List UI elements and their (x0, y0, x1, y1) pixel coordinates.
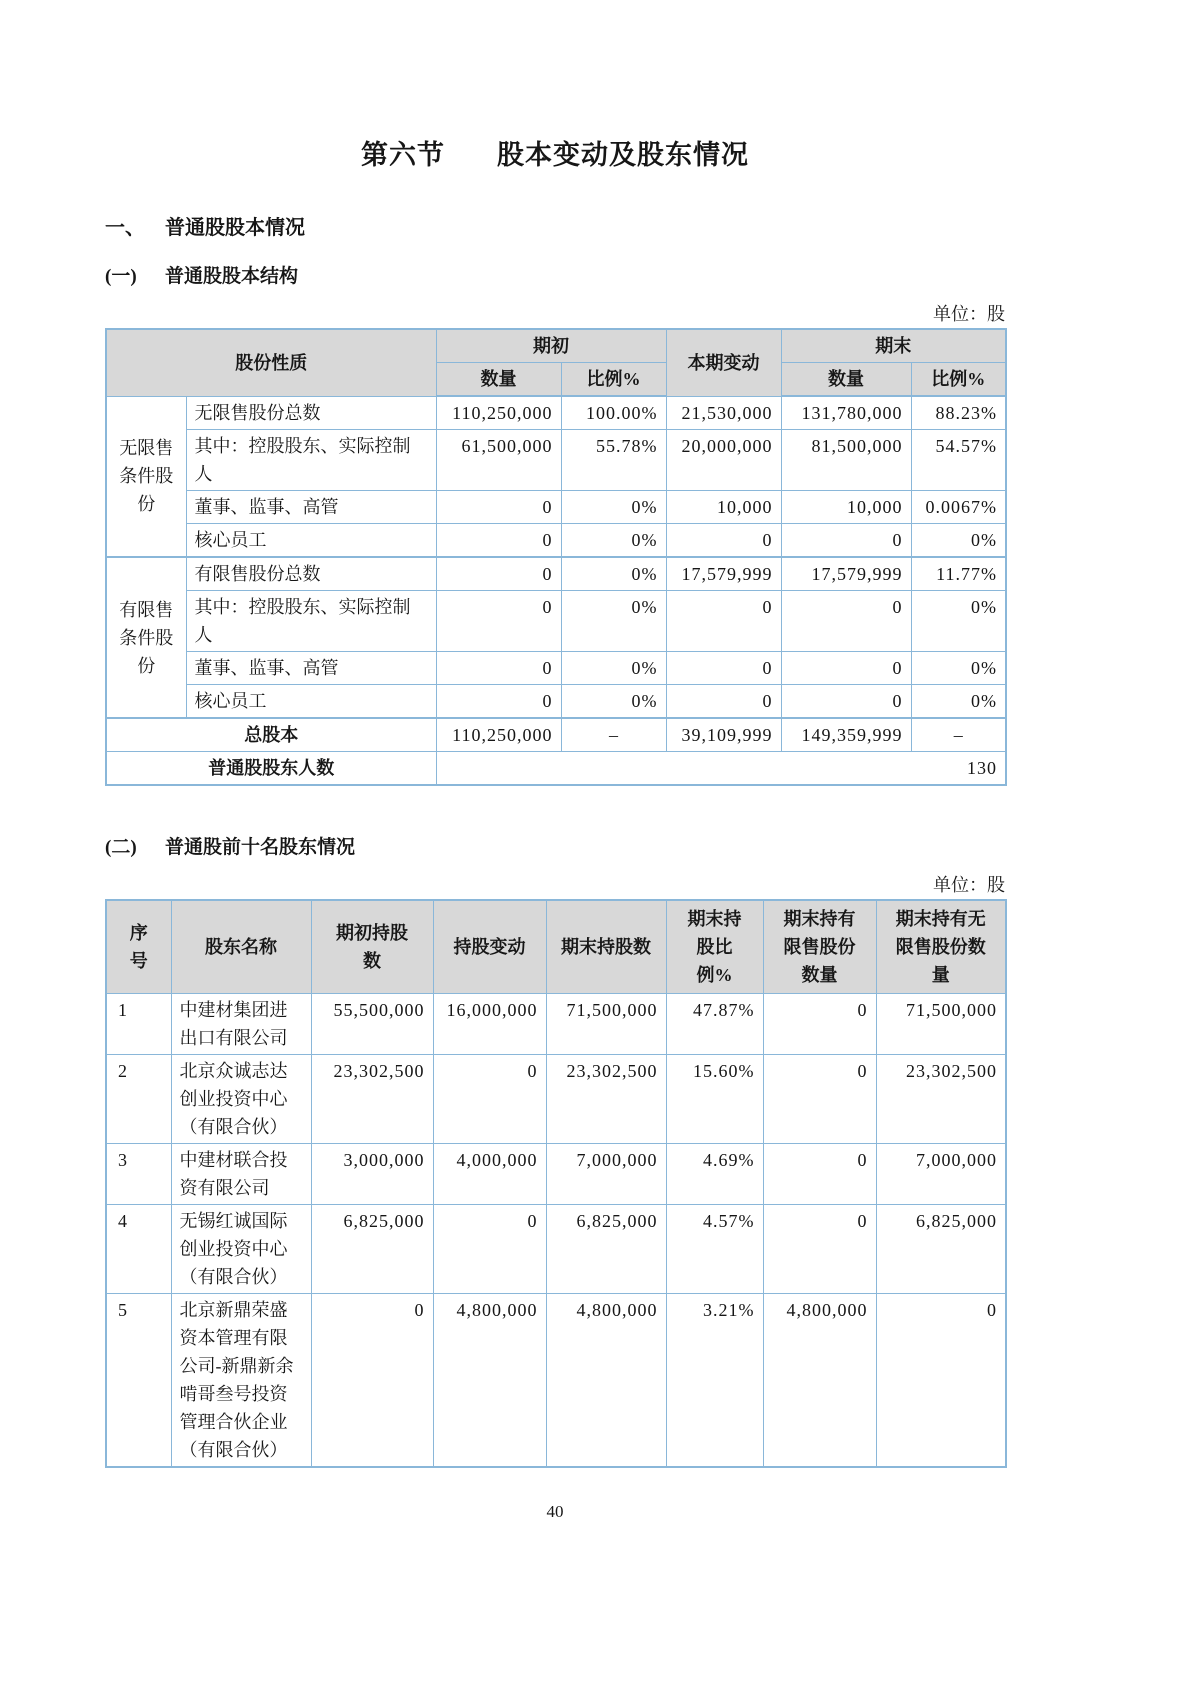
header-beginning: 期初 (436, 329, 666, 363)
cell-change: 20,000,000 (666, 430, 781, 491)
header-quantity-begin: 数量 (436, 363, 561, 397)
cell-share-change: 0 (433, 1205, 546, 1294)
cell-begin-shares: 55,500,000 (311, 994, 433, 1055)
row-label: 董事、监事、高管 (186, 652, 436, 685)
holders-count-label: 普通股股东人数 (106, 752, 436, 786)
page-title-text: 股本变动及股东情况 (497, 140, 749, 170)
total-label: 总股本 (106, 718, 436, 752)
cell-begin-shares: 0 (311, 1294, 433, 1468)
header-period-change: 本期变动 (666, 329, 781, 396)
cell-end-unrestricted: 71,500,000 (876, 994, 1006, 1055)
shareholder-row (106, 1144, 1006, 1205)
cell-end-qty: 0 (781, 591, 911, 652)
cell-end-restricted: 0 (763, 1205, 876, 1294)
shareholder-row (106, 1205, 1006, 1294)
table-row (106, 491, 1006, 524)
page-title-number: 第六节 (361, 140, 445, 170)
cell-end-ratio: – (911, 718, 1006, 752)
cell-change: 39,109,999 (666, 718, 781, 752)
cell-begin-ratio: 0% (561, 557, 666, 591)
cell-begin-qty: 0 (436, 557, 561, 591)
header-serial-no: 序号 (106, 900, 171, 994)
cell-end-shares: 7,000,000 (546, 1144, 666, 1205)
cell-end-ratio: 11.77% (911, 557, 1006, 591)
cell-change: 0 (666, 524, 781, 558)
header-ratio-begin: 比例% (561, 363, 666, 397)
cell-change: 10,000 (666, 491, 781, 524)
cell-end-ratio: 0% (911, 591, 1006, 652)
cell-end-unrestricted: 23,302,500 (876, 1055, 1006, 1144)
row-label: 其中：控股股东、实际控制人 (186, 430, 436, 491)
cell-begin-qty: 110,250,000 (436, 718, 561, 752)
cell-begin-ratio: 0% (561, 652, 666, 685)
cell-begin-ratio: 0% (561, 491, 666, 524)
cell-begin-qty: 0 (436, 591, 561, 652)
cell-begin-ratio: – (561, 718, 666, 752)
cell-end-shares: 6,825,000 (546, 1205, 666, 1294)
cell-serial-no: 4 (106, 1205, 171, 1294)
cell-end-qty: 149,359,999 (781, 718, 911, 752)
total-row (106, 718, 1006, 752)
table-row (106, 652, 1006, 685)
header-ending: 期末 (781, 329, 1006, 363)
cell-end-ratio: 0% (911, 652, 1006, 685)
header-share-nature: 股份性质 (106, 329, 436, 396)
cell-share-change: 4,000,000 (433, 1144, 546, 1205)
cell-end-ratio: 54.57% (911, 430, 1006, 491)
cell-end-restricted: 0 (763, 1144, 876, 1205)
cell-end-unrestricted: 0 (876, 1294, 1006, 1468)
cell-serial-no: 3 (106, 1144, 171, 1205)
cell-end-ratio: 0% (911, 524, 1006, 558)
cell-end-qty: 17,579,999 (781, 557, 911, 591)
shareholder-row (106, 994, 1006, 1055)
page-title (105, 138, 1005, 172)
header-end-shares: 期末持股数 (546, 900, 666, 994)
subsection-2-number: (二) (105, 837, 137, 858)
cell-end-unrestricted: 7,000,000 (876, 1144, 1006, 1205)
document-page (105, 0, 1005, 1522)
header-quantity-end: 数量 (781, 363, 911, 397)
row-label: 其中：控股股东、实际控制人 (186, 591, 436, 652)
table-header-row (106, 329, 1006, 363)
subsection-1-number: (一) (105, 266, 137, 287)
row-label: 核心员工 (186, 524, 436, 558)
cell-change: 0 (666, 652, 781, 685)
table-row (106, 557, 1006, 591)
cell-shareholder-name: 北京新鼎荣盛资本管理有限公司-新鼎新余啃哥叁号投资管理合伙企业（有限合伙） (171, 1294, 311, 1468)
cell-end-ratio: 0% (911, 685, 1006, 719)
cell-end-ratio: 15.60% (666, 1055, 763, 1144)
subsection-2-heading (105, 836, 1005, 859)
group-label-restricted: 有限售条件股份 (106, 557, 186, 718)
cell-end-shares: 23,302,500 (546, 1055, 666, 1144)
cell-begin-qty: 0 (436, 491, 561, 524)
row-label: 无限售股份总数 (186, 396, 436, 430)
header-end-restricted: 期末持有限售股份数量 (763, 900, 876, 994)
table-row (106, 524, 1006, 558)
cell-end-ratio: 4.69% (666, 1144, 763, 1205)
page-number: 40 (546, 1502, 564, 1521)
cell-end-restricted: 0 (763, 1055, 876, 1144)
group-label-unrestricted: 无限售条件股份 (106, 396, 186, 557)
section-1-number: 一、 (105, 217, 145, 239)
cell-end-ratio: 88.23% (911, 396, 1006, 430)
cell-serial-no: 5 (106, 1294, 171, 1468)
shareholder-table (105, 899, 1007, 1468)
cell-begin-qty: 0 (436, 685, 561, 719)
holders-count-row (106, 752, 1006, 786)
cell-end-qty: 81,500,000 (781, 430, 911, 491)
cell-shareholder-name: 北京众诚志达创业投资中心（有限合伙） (171, 1055, 311, 1144)
subsection-2-title: 普通股前十名股东情况 (165, 837, 356, 858)
header-begin-shares: 期初持股数 (311, 900, 433, 994)
header-end-unrestricted: 期末持有无限售股份数量 (876, 900, 1006, 994)
cell-end-qty: 0 (781, 524, 911, 558)
cell-end-qty: 0 (781, 685, 911, 719)
header-shareholder-name: 股东名称 (171, 900, 311, 994)
cell-share-change: 4,800,000 (433, 1294, 546, 1468)
cell-share-change: 16,000,000 (433, 994, 546, 1055)
cell-shareholder-name: 中建材集团进出口有限公司 (171, 994, 311, 1055)
header-ratio-end: 比例% (911, 363, 1006, 397)
cell-end-restricted: 4,800,000 (763, 1294, 876, 1468)
cell-serial-no: 1 (106, 994, 171, 1055)
cell-end-qty: 10,000 (781, 491, 911, 524)
cell-end-qty: 0 (781, 652, 911, 685)
cell-begin-ratio: 0% (561, 591, 666, 652)
cell-end-unrestricted: 6,825,000 (876, 1205, 1006, 1294)
cell-end-shares: 4,800,000 (546, 1294, 666, 1468)
cell-serial-no: 2 (106, 1055, 171, 1144)
table-header-row (106, 900, 1006, 994)
cell-begin-ratio: 0% (561, 524, 666, 558)
cell-begin-qty: 61,500,000 (436, 430, 561, 491)
cell-change: 21,530,000 (666, 396, 781, 430)
share-structure-table (105, 328, 1007, 786)
shareholder-row (106, 1055, 1006, 1144)
cell-end-ratio: 47.87% (666, 994, 763, 1055)
table-row (106, 396, 1006, 430)
row-label: 董事、监事、高管 (186, 491, 436, 524)
header-end-ratio: 期末持股比例% (666, 900, 763, 994)
cell-begin-ratio: 100.00% (561, 396, 666, 430)
cell-begin-shares: 23,302,500 (311, 1055, 433, 1144)
cell-begin-qty: 110,250,000 (436, 396, 561, 430)
cell-begin-shares: 3,000,000 (311, 1144, 433, 1205)
cell-end-shares: 71,500,000 (546, 994, 666, 1055)
cell-shareholder-name: 中建材联合投资有限公司 (171, 1144, 311, 1205)
holders-count-value: 130 (436, 752, 1006, 786)
cell-end-ratio: 3.21% (666, 1294, 763, 1468)
cell-shareholder-name: 无锡红诚国际创业投资中心（有限合伙） (171, 1205, 311, 1294)
cell-change: 17,579,999 (666, 557, 781, 591)
cell-begin-qty: 0 (436, 652, 561, 685)
shareholder-row (106, 1294, 1006, 1468)
unit-label-2: 单位：股 (933, 875, 1005, 895)
table-row (106, 430, 1006, 491)
section-1-title: 普通股股本情况 (165, 217, 305, 239)
section-1-heading (105, 216, 1005, 240)
cell-share-change: 0 (433, 1055, 546, 1144)
cell-begin-ratio: 55.78% (561, 430, 666, 491)
cell-end-restricted: 0 (763, 994, 876, 1055)
subsection-1-heading (105, 265, 1005, 288)
header-share-change: 持股变动 (433, 900, 546, 994)
cell-begin-qty: 0 (436, 524, 561, 558)
cell-begin-ratio: 0% (561, 685, 666, 719)
table-row (106, 591, 1006, 652)
row-label: 核心员工 (186, 685, 436, 719)
table-row (106, 685, 1006, 719)
cell-change: 0 (666, 591, 781, 652)
cell-change: 0 (666, 685, 781, 719)
row-label: 有限售股份总数 (186, 557, 436, 591)
cell-end-ratio: 0.0067% (911, 491, 1006, 524)
cell-begin-shares: 6,825,000 (311, 1205, 433, 1294)
subsection-1-title: 普通股股本结构 (165, 266, 299, 287)
unit-label-1: 单位：股 (933, 304, 1005, 324)
cell-end-ratio: 4.57% (666, 1205, 763, 1294)
cell-end-qty: 131,780,000 (781, 396, 911, 430)
